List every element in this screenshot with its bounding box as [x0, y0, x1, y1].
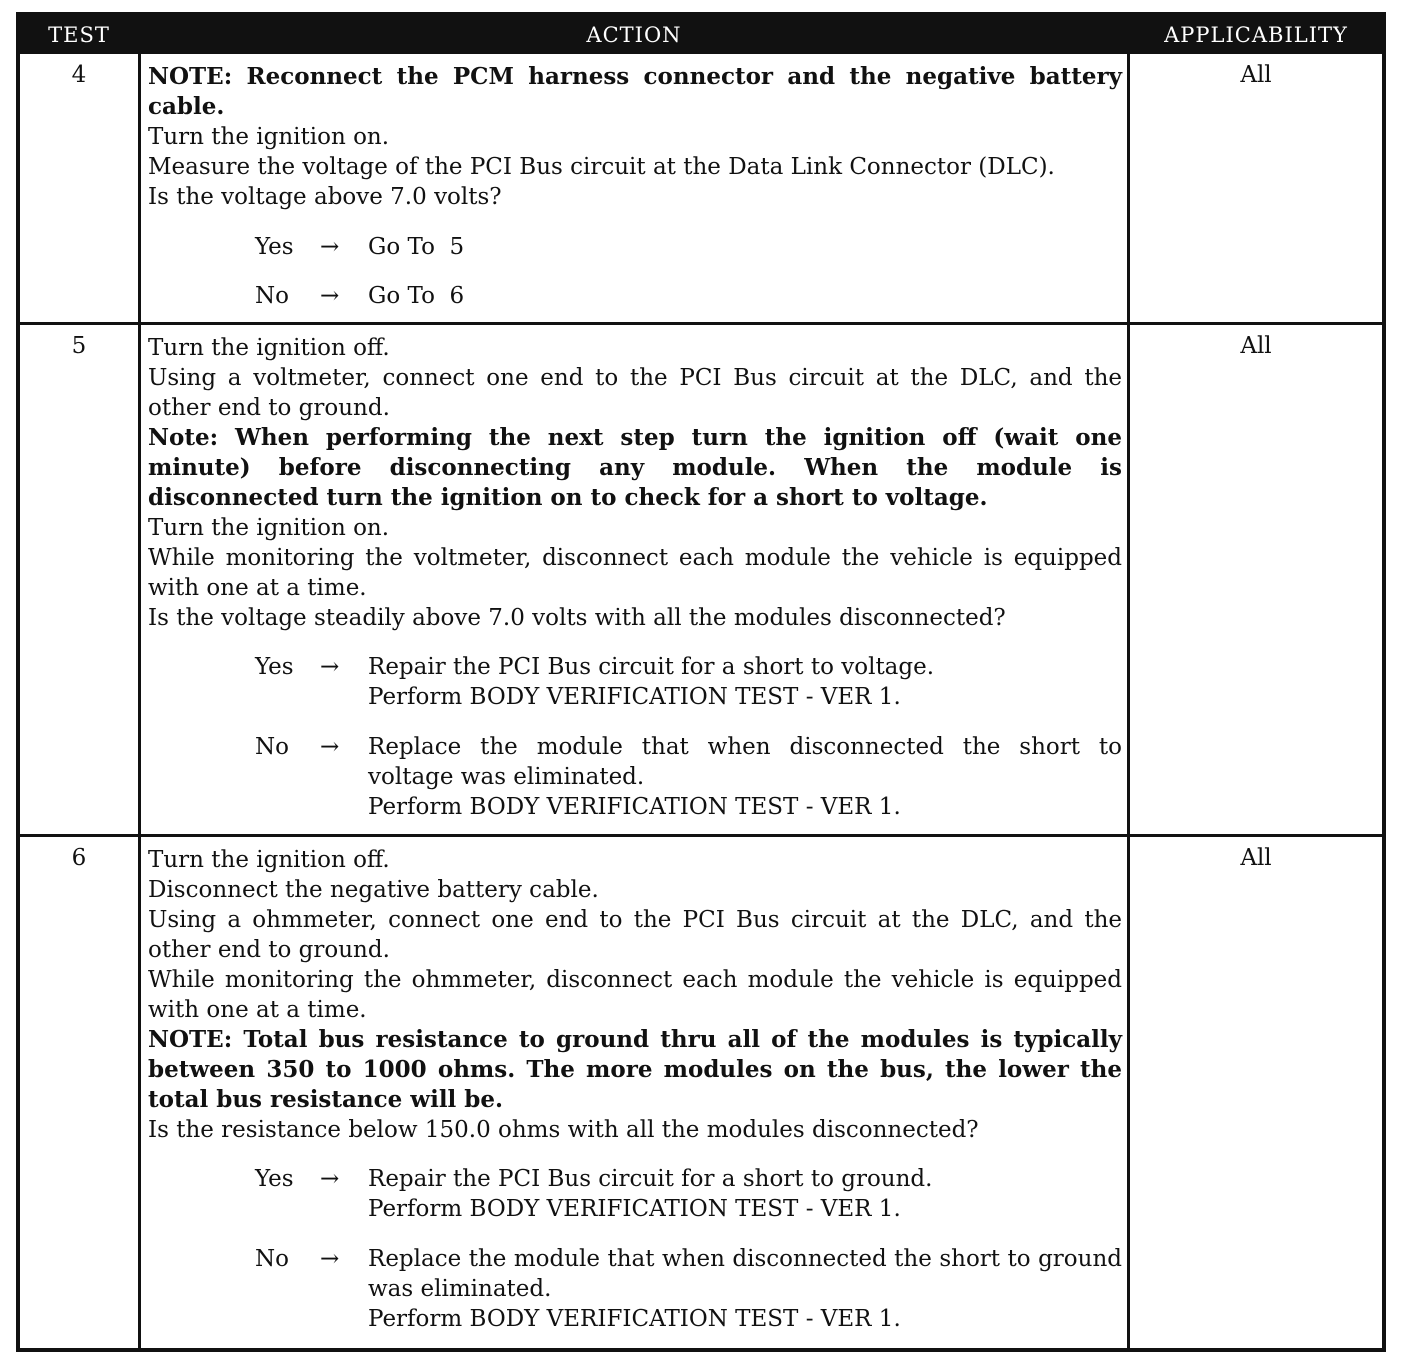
- arrow-icon: →: [320, 283, 340, 309]
- action-step: Using a ohmmeter, connect one end to the PCI Bus circuit at the DLC, and the other end to ground.: [148, 907, 1122, 963]
- answer-label: Yes: [255, 654, 294, 680]
- answer-text: Replace the module that when disconnected the short to ground was eliminated.: [368, 1246, 1122, 1302]
- applicability-value: All: [1240, 333, 1272, 359]
- test-number: 4: [71, 62, 87, 88]
- action-step: Turn the ignition on.: [148, 124, 390, 150]
- diagnostic-test-table: [16, 12, 1386, 1352]
- arrow-icon: →: [320, 654, 340, 680]
- action-note: NOTE: Reconnect the PCM harness connector and the negative battery cable.: [148, 63, 1122, 120]
- action-step: Disconnect the negative battery cable.: [148, 877, 599, 903]
- answer-text: Perform BODY VERIFICATION TEST - VER 1.: [368, 794, 901, 820]
- table-row: [20, 834, 1382, 1348]
- action-note: Note: When performing the next step turn the ignition off (wait one minute) before disconnecting any module. When the module is disconnected turn the ignition on to check for a short to voltage.: [148, 424, 1122, 511]
- arrow-icon: →: [320, 1246, 340, 1272]
- action-step: Turn the ignition off.: [148, 847, 390, 873]
- action-step: Turn the ignition off.: [148, 335, 390, 361]
- answer-text: Perform BODY VERIFICATION TEST - VER 1.: [368, 684, 901, 710]
- action-question: Is the voltage above 7.0 volts?: [148, 184, 502, 210]
- action-note: NOTE: Total bus resistance to ground thru all of the modules is typically between 350 to 1000 ohms. The more modules on the bus, the lower the total bus resistance will be.: [148, 1026, 1122, 1113]
- action-step: Turn the ignition on.: [148, 515, 390, 541]
- action-question: Is the voltage steadily above 7.0 volts with all the modules disconnected?: [148, 605, 1006, 631]
- action-cell: [148, 845, 1122, 1334]
- action-step: Using a voltmeter, connect one end to the PCI Bus circuit at the DLC, and the other end to ground.: [148, 365, 1122, 421]
- answer-text: Repair the PCI Bus circuit for a short to ground.: [368, 1166, 933, 1192]
- answer-label: No: [255, 283, 289, 309]
- table-row: [20, 51, 1382, 323]
- answer-label: Yes: [255, 1166, 294, 1192]
- answer-label: No: [255, 1246, 289, 1272]
- action-cell: [148, 62, 1122, 311]
- arrow-icon: →: [320, 1166, 340, 1192]
- answer-text: Perform BODY VERIFICATION TEST - VER 1.: [368, 1196, 901, 1222]
- arrow-icon: →: [320, 734, 340, 760]
- answer-text: Repair the PCI Bus circuit for a short to voltage.: [368, 654, 935, 680]
- answer-text: Go To 6: [368, 283, 465, 309]
- answer-text: Go To 5: [368, 234, 465, 260]
- answer-label: Yes: [255, 234, 294, 260]
- applicability-value: All: [1240, 845, 1272, 871]
- arrow-icon: →: [320, 234, 340, 260]
- test-number: 6: [71, 845, 87, 871]
- answer-no: [148, 1244, 1122, 1334]
- applicability-value: All: [1240, 62, 1272, 88]
- answer-yes: [148, 232, 1122, 262]
- action-step: While monitoring the ohmmeter, disconnect each module the vehicle is equipped with one at a time.: [148, 967, 1122, 1023]
- action-step: Measure the voltage of the PCI Bus circuit at the Data Link Connector (DLC).: [148, 154, 1055, 180]
- answer-no: [148, 732, 1122, 822]
- table-row: [20, 322, 1382, 835]
- answer-no: [148, 281, 1122, 311]
- answer-yes: [148, 1164, 1122, 1224]
- answer-yes: [148, 652, 1122, 712]
- answer-label: No: [255, 734, 289, 760]
- action-cell: [148, 333, 1122, 822]
- action-step: While monitoring the voltmeter, disconnect each module the vehicle is equipped with one at a time.: [148, 545, 1122, 601]
- action-question: Is the resistance below 150.0 ohms with all the modules disconnected?: [148, 1117, 979, 1143]
- answer-text: Replace the module that when disconnected the short to voltage was eliminated.: [368, 734, 1122, 790]
- header-action: ACTION: [586, 23, 682, 47]
- answer-text: Perform BODY VERIFICATION TEST - VER 1.: [368, 1306, 901, 1332]
- table-header: [20, 16, 1382, 54]
- test-number: 5: [71, 333, 87, 359]
- header-test: TEST: [48, 23, 110, 47]
- header-applicability: APPLICABILITY: [1164, 23, 1348, 47]
